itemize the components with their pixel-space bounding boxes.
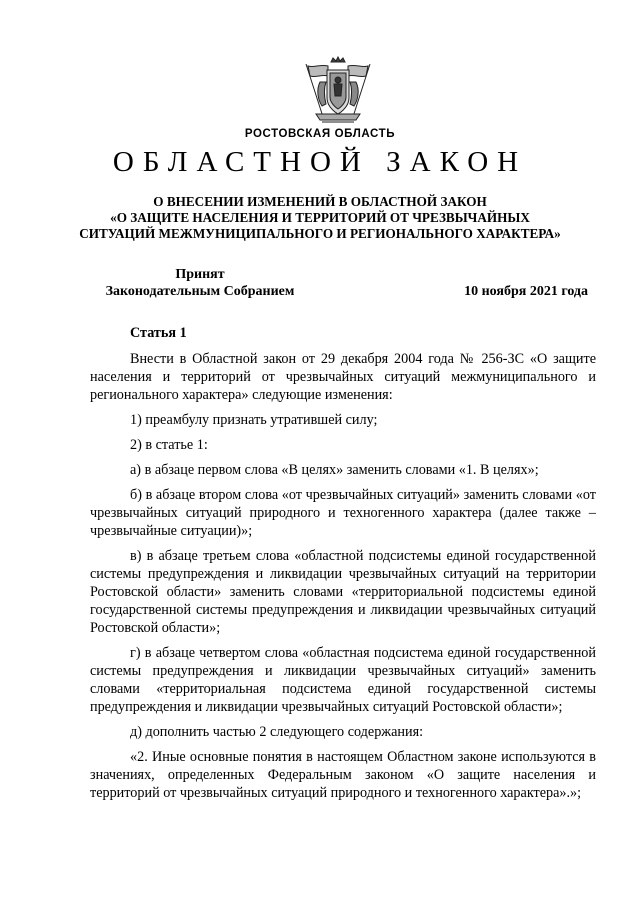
paragraph: «2. Иные основные понятия в настоящем Областном законе используются в значениях, определенных Федеральным законом «О защите населения и территорий от чрезвычайных ситуаций природного и техногенного характера».»;	[90, 749, 596, 801]
adoption-date: 10 ноября 2021 года	[464, 284, 588, 299]
adoption-line: Законодательным Собранием	[105, 284, 295, 299]
document-type: ОБЛАСТНОЙ ЗАКОН	[112, 146, 528, 178]
paragraph: 1) преамбулу признать утратившей силу;	[130, 412, 378, 428]
article-heading: Статья 1	[130, 325, 187, 341]
paragraph: д) дополнить частью 2 следующего содержания:	[130, 724, 424, 740]
article-body	[90, 324, 596, 809]
law-title-line: О ВНЕСЕНИИ ИЗМЕНЕНИЙ В ОБЛАСТНОЙ ЗАКОН	[153, 194, 487, 209]
coat-of-arms-icon	[300, 56, 376, 126]
paragraph: г) в абзаце четвертом слова «областная подсистема единой государственной системы предупреждения и ликвидации чрезвычайных ситуаций» заменить словами «территориальная подсистема единой государственной системы предупреждения и ликвидации чрезвычайных ситуаций Ростовской области»;	[90, 645, 596, 715]
adoption-line: Принят	[175, 267, 225, 282]
region-name: РОСТОВСКАЯ ОБЛАСТЬ	[244, 128, 396, 140]
paragraph: б) в абзаце втором слова «от чрезвычайных ситуаций» заменить словами «от чрезвычайных ситуаций природного и техногенного характера (далее также – чрезвычайные ситуации)»;	[90, 487, 596, 539]
law-title-line: СИТУАЦИЙ МЕЖМУНИЦИПАЛЬНОГО И РЕГИОНАЛЬНОГО ХАРАКТЕРА»	[79, 226, 561, 241]
paragraph: 2) в статье 1:	[130, 437, 208, 453]
law-title-line: «О ЗАЩИТЕ НАСЕЛЕНИЯ И ТЕРРИТОРИЙ ОТ ЧРЕЗВЫЧАЙНЫХ	[110, 210, 530, 225]
adoption-body	[90, 266, 310, 300]
paragraph: а) в абзаце первом слова «В целях» заменить словами «1. В целях»;	[130, 462, 539, 478]
law-title	[60, 194, 580, 242]
paragraph: Внести в Областной закон от 29 декабря 2004 года № 256-ЗС «О защите населения и территорий от чрезвычайных ситуаций межмуниципального и регионального характера» следующие изменения:	[90, 351, 596, 403]
paragraph: в) в абзаце третьем слова «областной подсистемы единой государственной системы предупреждения и ликвидации чрезвычайных ситуаций на территории Ростовской области» заменить словами «территориальной подсистемы единой государственной системы предупреждения и ликвидации чрезвычайных ситуаций Ростовской области»;	[90, 548, 596, 636]
